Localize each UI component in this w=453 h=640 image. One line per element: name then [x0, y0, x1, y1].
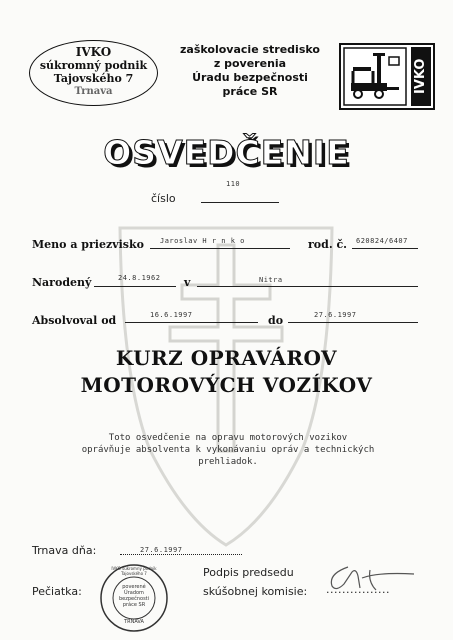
description-line3: prehliadok. — [198, 457, 258, 467]
authority-line2: z poverenia — [213, 57, 287, 70]
number-line — [201, 202, 279, 203]
to-label: do — [268, 314, 284, 327]
stamp-label: Pečiatka: — [32, 585, 82, 598]
authority-line4: práce SR — [222, 85, 278, 98]
description-line2: oprávňuje absolventa k vykonávaniu opráv a technických — [81, 445, 375, 455]
place-date: 27.6.1997 — [140, 546, 183, 554]
forklift-icon — [343, 47, 407, 106]
issuer-city: Trnava — [74, 86, 113, 97]
number-label: číslo — [151, 192, 176, 205]
issuer-brand: IVKO — [75, 45, 112, 59]
signature-label-2: skúšobnej komisie: — [203, 585, 308, 598]
issuer-line2: Tajovského 7 — [53, 72, 134, 85]
birth-no-line — [352, 248, 418, 249]
authority-line3: Úradu bezpečnosti — [192, 71, 308, 84]
name-line — [150, 248, 290, 249]
description — [70, 432, 386, 468]
authority-line1: zaškolovacie stredisko — [180, 43, 320, 56]
born-place-line — [197, 286, 418, 287]
signature-label-1: Podpis predsedu — [203, 566, 294, 579]
issuer-line1: súkromný podnik — [39, 59, 148, 72]
name-value: Jaroslav H r n k o — [160, 237, 245, 245]
authority-block — [160, 43, 340, 99]
course-title — [0, 345, 453, 399]
signature-dots: ................ — [326, 583, 390, 596]
stamp-ring-text: IVKO súkromný podnik Tajovského 7 — [111, 566, 157, 576]
stamp-inner — [115, 584, 153, 608]
to-date: 27.6.1997 — [314, 311, 357, 319]
born-label: Narodený — [32, 276, 92, 289]
born-date-line — [94, 286, 176, 287]
to-date-line — [288, 322, 418, 323]
number-value: 110 — [226, 180, 241, 188]
stamp-bottom: TRNAVA — [124, 619, 144, 625]
from-date-line — [125, 322, 258, 323]
document-title: OSVEDČENIE — [103, 133, 350, 172]
course-line2: MOTOROVÝCH VOZÍKOV — [80, 373, 373, 397]
birth-no-value: 620824/6407 — [356, 237, 408, 245]
company-logo — [339, 43, 435, 110]
birth-no-label: rod. č. — [308, 238, 348, 251]
name-label: Meno a priezvisko — [32, 238, 144, 251]
course-line1: KURZ OPRAVÁROV — [115, 346, 338, 370]
stamp-inner1: poverené — [122, 584, 146, 590]
issuer-oval — [29, 40, 158, 106]
logo-text: IVKO — [411, 47, 431, 106]
official-stamp — [99, 563, 169, 633]
from-date: 16.6.1997 — [150, 311, 193, 319]
description-line1: Toto osvedčenie na opravu motorových vozikov — [108, 433, 348, 443]
stamp-inner4: práce SR — [122, 602, 146, 608]
completed-label: Absolvoval od — [32, 314, 117, 327]
stamp-inner3: bezpečnosti — [118, 596, 150, 602]
born-place: Nitra — [259, 276, 283, 284]
place-date-line — [120, 554, 242, 555]
place-label: Trnava dňa: — [32, 544, 97, 557]
handwritten-signature — [318, 562, 418, 598]
stamp-inner2: Úradom — [124, 590, 144, 596]
born-date: 24.8.1962 — [118, 274, 161, 282]
in-label: v — [184, 276, 191, 289]
